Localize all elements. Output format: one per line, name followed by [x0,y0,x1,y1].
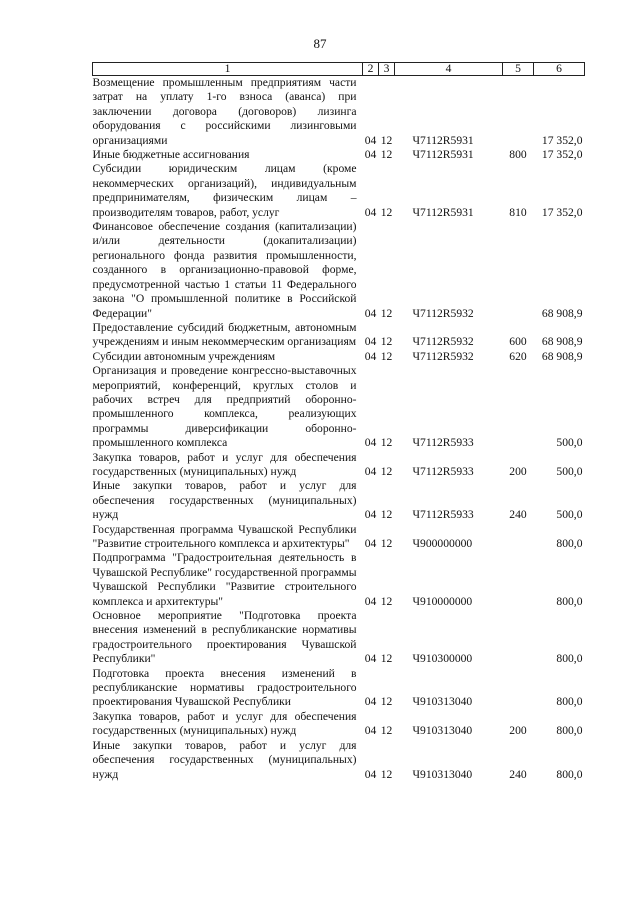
row-expense-type: 600 [509,335,527,349]
table-row [93,76,585,149]
row-target-code: Ч910313040 [412,767,473,781]
header-col-5: 5 [503,63,534,76]
row-expense-type: 200 [509,724,527,738]
row-subsection: 12 [380,464,393,478]
row-subsection: 12 [380,537,393,550]
table-row [93,523,585,552]
row-name: Субсидии автономным учреждениям [92,349,276,363]
row-name: Иные закупки товаров, работ и услуг для обеспечения государственных (муниципальных) нужд [92,479,357,522]
table-row [93,551,585,609]
row-section: 04 [364,695,377,709]
row-amount: 800,0 [556,537,583,550]
row-expense-type: 240 [509,767,527,781]
row-subsection: 12 [380,594,393,608]
row-section: 04 [364,436,377,450]
row-name: Подготовка проекта внесения изменений в республиканские нормативы градостроительного проектирования Чувашской Республики [92,666,357,709]
row-target-code: Ч7112R5931 [412,205,474,219]
row-name: Закупка товаров, работ и услуг для обеспечения государственных (муниципальных) нужд [92,709,357,738]
row-subsection: 12 [380,652,393,666]
row-subsection: 12 [380,335,393,349]
row-target-code: Ч910313040 [412,724,473,738]
header-col-2: 2 [363,63,379,76]
table-row [93,220,585,321]
row-section: 04 [364,306,377,320]
header-col-3: 3 [379,63,395,76]
table-row [93,162,585,220]
row-expense-type [503,523,534,552]
row-expense-type: 240 [509,508,527,522]
row-subsection: 12 [380,133,393,147]
row-expense-type [503,76,534,149]
header-row [93,63,585,76]
row-section: 04 [364,537,377,550]
row-section: 04 [364,335,377,349]
row-name: Основное мероприятие "Подготовка проекта внесения изменений в республиканские нормативы градостроительного проектирования Чувашской Республики" [92,609,357,666]
table-row [93,148,585,162]
row-expense-type [503,220,534,321]
row-section: 04 [364,767,377,781]
row-expense-type [503,551,534,609]
row-expense-type: 810 [509,205,527,219]
budget-table [92,62,585,782]
row-target-code: Ч7112R5931 [412,148,474,162]
row-amount: 500,0 [556,464,583,478]
row-subsection: 12 [380,767,393,781]
header-col-6: 6 [534,63,585,76]
table-row [93,350,585,364]
row-amount: 68 908,9 [541,335,583,349]
row-target-code: Ч910300000 [412,652,473,666]
row-section: 04 [364,133,377,147]
row-amount: 800,0 [556,724,583,738]
row-amount: 17 352,0 [541,133,583,147]
row-expense-type: 200 [509,464,527,478]
row-expense-type: 620 [509,349,527,363]
row-section: 04 [364,652,377,666]
table-row [93,609,585,667]
row-subsection: 12 [380,508,393,522]
row-amount: 800,0 [556,652,583,666]
row-amount: 68 908,9 [541,349,583,363]
page-number: 87 [313,36,327,51]
row-subsection: 12 [380,349,393,363]
header-col-4: 4 [395,63,503,76]
row-target-code: Ч7112R5932 [412,306,474,320]
row-amount: 500,0 [556,436,583,450]
row-expense-type [503,609,534,667]
row-amount: 800,0 [556,594,583,608]
table-row [93,321,585,350]
row-target-code: Ч7112R5931 [412,133,474,147]
row-section: 04 [364,508,377,522]
row-target-code: Ч7112R5932 [412,335,474,349]
table-row [93,739,585,782]
table-row [93,479,585,522]
row-subsection: 12 [380,148,393,162]
row-section: 04 [364,724,377,738]
row-target-code: Ч910000000 [412,594,473,608]
header-col-1: 1 [93,63,363,76]
row-name: Предоставление субсидий бюджетным, автономным учреждениям и иным некоммерческим организациям [92,320,357,349]
row-amount: 17 352,0 [541,148,583,162]
row-name: Государственная программа Чувашской Республики "Развитие строительного комплекса и архитектуры" [92,522,357,550]
row-target-code: Ч7112R5933 [412,436,474,450]
row-section: 04 [364,464,377,478]
row-amount: 500,0 [556,508,583,522]
row-amount: 800,0 [556,695,583,709]
table-row [93,364,585,450]
table-header [93,63,585,76]
row-amount: 17 352,0 [541,205,583,219]
row-name: Организация и проведение конгрессно-выставочных мероприятий, конференций, круглых столов и рабочих встреч для предприятий оборонно-промышленного комплекса, реализующих программы диверсификации оборонно-промышленного комплекса [92,364,357,450]
row-expense-type [503,364,534,450]
row-target-code: Ч7112R5932 [412,349,474,363]
row-name: Субсидии юридическим лицам (кроме некоммерческих организаций), индивидуальным предпринимателям, физическим лицам – производителям товаров, работ, услуг [92,162,357,219]
row-target-code: Ч910313040 [412,695,473,709]
table-row [93,667,585,710]
row-name: Иные закупки товаров, работ и услуг для обеспечения государственных (муниципальных) нужд [92,738,357,781]
row-section: 04 [364,594,377,608]
row-name: Возмещение промышленным предприятиям части затрат на уплату 1-го взноса (аванса) при заключении договора (договоров) лизинга оборудования с российскими лизинговыми организациями [92,76,357,147]
row-name: Подпрограмма "Градостроительная деятельность в Чувашской Республике" государственной программы Чувашской Республики "Развитие строительного комплекса и архитектуры" [92,551,357,608]
row-target-code: Ч7112R5933 [412,508,474,522]
row-expense-type: 800 [509,148,527,162]
row-subsection: 12 [380,724,393,738]
table-row [93,710,585,739]
row-subsection: 12 [380,436,393,450]
row-name: Закупка товаров, работ и услуг для обеспечения государственных (муниципальных) нужд [92,450,357,478]
row-section: 04 [364,205,377,219]
row-section: 04 [364,349,377,363]
row-subsection: 12 [380,306,393,320]
table-row [93,451,585,480]
row-expense-type [503,667,534,710]
row-target-code: Ч900000000 [412,537,473,550]
row-amount: 800,0 [556,767,583,781]
row-name: Финансовое обеспечение создания (капитализации) и/или деятельности (докапитализации) регионального фонда развития промышленности, созданного в организационно-правовой форме, предусмотренной частью 1 статьи 11 Федерального закона "О промышленной политике в Российской Федерации" [92,220,357,320]
row-amount: 68 908,9 [541,306,583,320]
row-target-code: Ч7112R5933 [412,464,474,478]
row-subsection: 12 [380,205,393,219]
table-body [93,76,585,782]
row-name: Иные бюджетные ассигнования [92,148,250,162]
row-subsection: 12 [380,695,393,709]
row-section: 04 [364,148,377,162]
